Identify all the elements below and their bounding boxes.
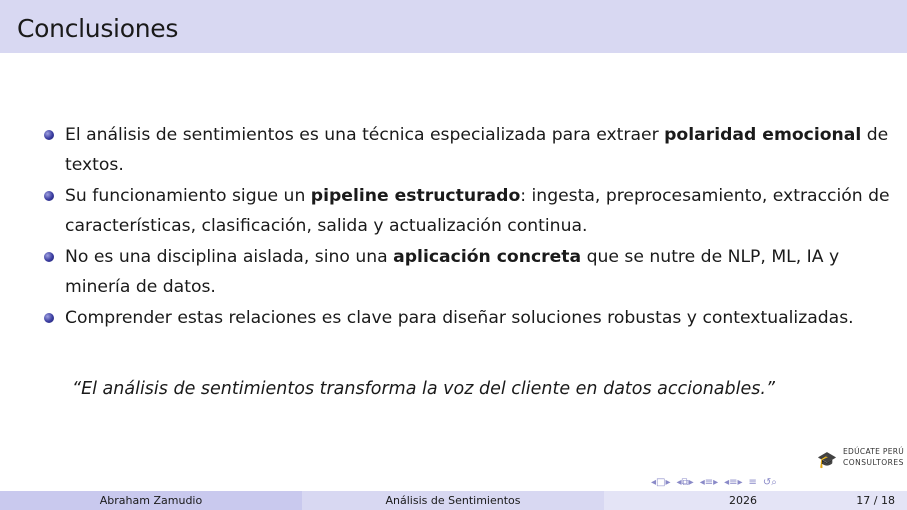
item-text-end: : ingesta, preprocesamiento, extracción de características, clasificación, salida y actualización continua. [65, 186, 890, 236]
footer-date: 2026 [729, 494, 757, 507]
footer-author: Abraham Zamudio [0, 491, 302, 510]
list-item [44, 303, 894, 333]
item-text-end: de textos. [65, 125, 889, 175]
nav-subsection-list-icon[interactable]: ◂≡▸ [724, 476, 743, 488]
company-logo [817, 447, 907, 471]
item-emphasis: aplicación concreta [393, 247, 582, 267]
nav-search-icon[interactable]: ↺⌕ [762, 476, 777, 488]
list-item [44, 242, 894, 302]
frame-title: Conclusiones [17, 14, 179, 43]
item-emphasis: pipeline estructurado [310, 186, 521, 206]
list-item [44, 120, 894, 180]
footer-bar [0, 491, 907, 510]
bullet-ball-icon [44, 313, 54, 323]
beamer-navigation-bar [651, 475, 777, 489]
item-text: Comprender estas relaciones es clave para diseñar soluciones robustas y contextualizadas. [65, 308, 854, 328]
nav-frame-prev-icon[interactable]: ◂□▸ [651, 476, 671, 488]
item-text-end: que se nutre de NLP, ML, IA y minería de datos. [65, 247, 840, 297]
graduation-cap-icon: 🎓 [817, 450, 837, 469]
item-text: Su funcionamiento sigue un [65, 186, 311, 206]
frame-title-bar [0, 0, 907, 53]
item-emphasis: polaridad emocional [664, 125, 862, 145]
item-text: El análisis de sentimientos es una técnica especializada para extraer [65, 125, 665, 145]
item-text: No es una disciplina aislada, sino una [65, 247, 394, 267]
nav-subsection-icon[interactable]: ◂⧉▸ [676, 476, 694, 488]
logo-line-1: EDÚCATE PERÚ [843, 447, 905, 456]
bullet-ball-icon [44, 252, 54, 262]
nav-section-icon[interactable]: ◂≡▸ [699, 476, 719, 488]
list-item [44, 181, 894, 241]
nav-align-icon[interactable]: ≡ [748, 476, 757, 488]
footer-short-title: Análisis de Sentimientos [302, 491, 604, 510]
conclusions-list [44, 120, 894, 334]
footer-info [604, 491, 907, 510]
bullet-ball-icon [44, 191, 54, 201]
footer-page-number: 17 / 18 [856, 494, 895, 507]
bullet-ball-icon [44, 130, 54, 140]
closing-quote: “El análisis de sentimientos transforma la voz del cliente en datos accionables.” [72, 379, 775, 399]
logo-line-2: CONSULTORES [843, 458, 904, 467]
